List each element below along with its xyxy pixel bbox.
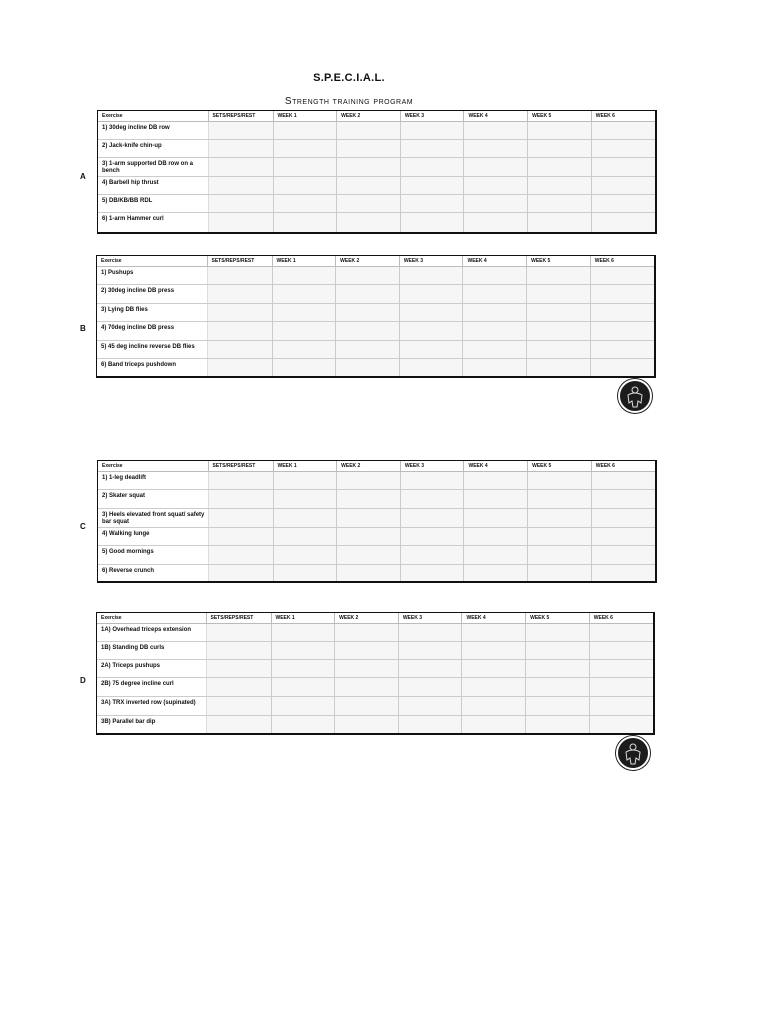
table-row (97, 267, 654, 285)
cell[interactable] (591, 213, 655, 233)
cell[interactable] (590, 304, 654, 322)
exercise-name: 5) Good mornings (98, 546, 208, 565)
cell[interactable] (207, 285, 272, 304)
exercise-name: 3B) Parallel bar dip (97, 716, 206, 735)
cell[interactable] (464, 122, 528, 140)
cell[interactable] (464, 565, 528, 584)
cell[interactable] (336, 341, 400, 359)
cell[interactable] (464, 213, 528, 233)
cell[interactable] (207, 267, 272, 285)
cell[interactable] (208, 509, 273, 528)
cell[interactable] (527, 304, 591, 322)
cell[interactable] (591, 472, 655, 490)
cell[interactable] (526, 660, 590, 678)
cell[interactable] (464, 509, 528, 528)
exercise-name: 2) Skater squat (98, 490, 208, 509)
cell[interactable] (464, 546, 528, 565)
cell[interactable] (273, 565, 337, 584)
exercise-name: 4) Walking lunge (98, 528, 208, 546)
cell[interactable] (208, 546, 273, 565)
cell[interactable] (272, 322, 336, 341)
cell[interactable] (272, 285, 336, 304)
cell[interactable] (208, 195, 273, 213)
cell[interactable] (591, 565, 655, 584)
cell[interactable] (400, 122, 464, 140)
cell[interactable] (589, 642, 653, 660)
cell[interactable] (400, 472, 464, 490)
cell[interactable] (337, 546, 401, 565)
cell[interactable] (528, 195, 592, 213)
exercise-name: 3A) TRX inverted row (supinated) (97, 697, 206, 716)
cell[interactable] (528, 490, 592, 509)
cell[interactable] (208, 213, 273, 233)
col-exercise: Exercise (97, 256, 207, 267)
exercise-name: 1) Pushups (97, 267, 207, 285)
cell[interactable] (589, 660, 653, 678)
cell[interactable] (336, 304, 400, 322)
cell[interactable] (208, 177, 273, 195)
cell[interactable] (591, 195, 655, 213)
exercise-name: 3) Heels elevated front squat/ safety bar squat (98, 509, 208, 528)
cell[interactable] (591, 158, 655, 177)
cell[interactable] (207, 322, 272, 341)
cell[interactable] (463, 322, 527, 341)
table-row (98, 213, 655, 233)
col-week-5: WEEK 5 (528, 461, 592, 472)
program-subtitle: Strength training program (284, 96, 414, 107)
table-row (98, 122, 655, 140)
cell[interactable] (337, 195, 401, 213)
header-row (97, 256, 654, 267)
col-week-6: WEEK 6 (589, 613, 653, 624)
section-c-table (97, 460, 657, 583)
cell[interactable] (464, 158, 528, 177)
cell[interactable] (207, 304, 272, 322)
cell[interactable] (462, 624, 526, 642)
cell[interactable] (337, 490, 401, 509)
cell[interactable] (400, 490, 464, 509)
table-row (97, 359, 654, 378)
exercise-name: 4) Barbell hip thrust (98, 177, 208, 195)
cell[interactable] (591, 490, 655, 509)
cell[interactable] (399, 341, 463, 359)
cell[interactable] (271, 678, 335, 697)
cell[interactable] (399, 322, 463, 341)
cell[interactable] (462, 642, 526, 660)
cell[interactable] (528, 509, 592, 528)
table-row (97, 697, 653, 716)
cell[interactable] (273, 177, 337, 195)
cell[interactable] (464, 472, 528, 490)
cell[interactable] (590, 322, 654, 341)
cell[interactable] (591, 140, 655, 158)
cell[interactable] (398, 697, 462, 716)
cell[interactable] (591, 528, 655, 546)
table-row (98, 490, 655, 509)
cell[interactable] (273, 195, 337, 213)
exercise-name: 1) 30deg incline DB row (98, 122, 208, 140)
cell[interactable] (464, 490, 528, 509)
exercise-name: 1B) Standing DB curls (97, 642, 206, 660)
cell[interactable] (208, 472, 273, 490)
cell[interactable] (398, 642, 462, 660)
section-b-label: B (80, 324, 86, 333)
cell[interactable] (590, 267, 654, 285)
cell[interactable] (206, 716, 271, 735)
table-row (97, 678, 653, 697)
col-exercise: Exercise (98, 111, 208, 122)
cell[interactable] (208, 490, 273, 509)
col-week-4: WEEK 4 (462, 613, 526, 624)
table-row (97, 304, 654, 322)
exercise-name: 4) 70deg incline DB press (97, 322, 207, 341)
cell[interactable] (589, 678, 653, 697)
cell[interactable] (206, 624, 271, 642)
cell[interactable] (528, 546, 592, 565)
cell[interactable] (206, 642, 271, 660)
col-week-6: WEEK 6 (591, 461, 655, 472)
cell[interactable] (206, 678, 271, 697)
cell[interactable] (335, 678, 399, 697)
cell[interactable] (337, 122, 401, 140)
cell[interactable] (400, 528, 464, 546)
col-week-4: WEEK 4 (463, 256, 527, 267)
col-week-5: WEEK 5 (526, 613, 590, 624)
cell[interactable] (527, 285, 591, 304)
cell[interactable] (528, 565, 592, 584)
cell[interactable] (208, 158, 273, 177)
col-week-6: WEEK 6 (590, 256, 654, 267)
cell[interactable] (528, 528, 592, 546)
cell[interactable] (335, 716, 399, 735)
cell[interactable] (399, 285, 463, 304)
cell[interactable] (591, 177, 655, 195)
cell[interactable] (273, 546, 337, 565)
col-week-3: WEEK 3 (400, 111, 464, 122)
table-row (97, 624, 653, 642)
col-sets: SETS/REPS/REST (206, 613, 271, 624)
col-sets: SETS/REPS/REST (208, 111, 273, 122)
cell[interactable] (464, 140, 528, 158)
col-exercise: Exercise (98, 461, 208, 472)
cell[interactable] (528, 177, 592, 195)
table-row (97, 716, 653, 735)
cell[interactable] (273, 122, 337, 140)
cell[interactable] (400, 195, 464, 213)
table-row (98, 528, 655, 546)
section-d-label: D (80, 676, 86, 685)
cell[interactable] (400, 546, 464, 565)
cell[interactable] (589, 716, 653, 735)
cell[interactable] (528, 122, 592, 140)
table-row (97, 642, 653, 660)
col-week-5: WEEK 5 (528, 111, 592, 122)
fitness-figure-logo-icon (616, 736, 650, 770)
cell[interactable] (527, 322, 591, 341)
exercise-name: 6) 1-arm Hammer curl (98, 213, 208, 233)
cell[interactable] (527, 359, 591, 378)
table-row (98, 565, 655, 584)
table-row (97, 322, 654, 341)
exercise-name: 3) Lying DB flies (97, 304, 207, 322)
exercise-name: 2B) 75 degree incline curl (97, 678, 206, 697)
cell[interactable] (271, 624, 335, 642)
cell[interactable] (528, 158, 592, 177)
cell[interactable] (464, 195, 528, 213)
exercise-name: 1A) Overhead triceps extension (97, 624, 206, 642)
cell[interactable] (271, 642, 335, 660)
cell[interactable] (206, 660, 271, 678)
section-a-label: A (80, 172, 86, 181)
cell[interactable] (335, 642, 399, 660)
cell[interactable] (462, 660, 526, 678)
cell[interactable] (526, 678, 590, 697)
col-sets: SETS/REPS/REST (208, 461, 273, 472)
cell[interactable] (207, 359, 272, 378)
header-row (98, 461, 655, 472)
cell[interactable] (271, 716, 335, 735)
cell[interactable] (337, 140, 401, 158)
cell[interactable] (208, 528, 273, 546)
section-b-table (96, 255, 656, 378)
section-c-label: C (80, 522, 86, 531)
cell[interactable] (463, 359, 527, 378)
table-row (97, 660, 653, 678)
cell[interactable] (526, 697, 590, 716)
cell[interactable] (400, 158, 464, 177)
cell[interactable] (273, 158, 337, 177)
col-week-2: WEEK 2 (336, 256, 400, 267)
cell[interactable] (398, 716, 462, 735)
cell[interactable] (400, 565, 464, 584)
cell[interactable] (591, 546, 655, 565)
cell[interactable] (208, 565, 273, 584)
cell[interactable] (399, 304, 463, 322)
section-d-table (96, 612, 655, 735)
header-row (97, 613, 653, 624)
cell[interactable] (526, 716, 590, 735)
table-row (98, 509, 655, 528)
table-row (98, 195, 655, 213)
cell[interactable] (273, 472, 337, 490)
cell[interactable] (400, 509, 464, 528)
cell[interactable] (591, 509, 655, 528)
col-week-6: WEEK 6 (591, 111, 655, 122)
cell[interactable] (208, 122, 273, 140)
table-row (97, 341, 654, 359)
cell[interactable] (337, 472, 401, 490)
cell[interactable] (337, 509, 401, 528)
cell[interactable] (337, 158, 401, 177)
cell[interactable] (272, 359, 336, 378)
cell[interactable] (336, 359, 400, 378)
cell[interactable] (528, 140, 592, 158)
exercise-name: 1) 1-leg deadlift (98, 472, 208, 490)
col-sets: SETS/REPS/REST (207, 256, 272, 267)
cell[interactable] (400, 177, 464, 195)
col-week-1: WEEK 1 (272, 256, 336, 267)
col-week-3: WEEK 3 (399, 256, 463, 267)
cell[interactable] (590, 359, 654, 378)
exercise-name: 6) Reverse crunch (98, 565, 208, 584)
cell[interactable] (527, 267, 591, 285)
cell[interactable] (271, 697, 335, 716)
cell[interactable] (337, 528, 401, 546)
cell[interactable] (589, 624, 653, 642)
col-week-2: WEEK 2 (337, 461, 401, 472)
cell[interactable] (464, 528, 528, 546)
col-week-5: WEEK 5 (527, 256, 591, 267)
col-week-2: WEEK 2 (337, 111, 401, 122)
cell[interactable] (463, 267, 527, 285)
cell[interactable] (590, 341, 654, 359)
exercise-name: 5) 45 deg incline reverse DB flies (97, 341, 207, 359)
col-week-1: WEEK 1 (273, 461, 337, 472)
table-row (98, 140, 655, 158)
table-row (98, 546, 655, 565)
exercise-name: 5) DB/KB/BB RDL (98, 195, 208, 213)
table-row (97, 285, 654, 304)
col-week-3: WEEK 3 (400, 461, 464, 472)
cell[interactable] (400, 213, 464, 233)
exercise-name: 6) Band triceps pushdown (97, 359, 207, 378)
cell[interactable] (462, 678, 526, 697)
cell[interactable] (206, 697, 271, 716)
table-row (98, 158, 655, 177)
cell[interactable] (272, 267, 336, 285)
header-row (98, 111, 655, 122)
col-week-2: WEEK 2 (335, 613, 399, 624)
cell[interactable] (336, 267, 400, 285)
cell[interactable] (335, 624, 399, 642)
cell[interactable] (273, 490, 337, 509)
col-week-4: WEEK 4 (464, 461, 528, 472)
cell[interactable] (399, 359, 463, 378)
cell[interactable] (400, 140, 464, 158)
table-row (98, 177, 655, 195)
cell[interactable] (335, 660, 399, 678)
cell[interactable] (398, 624, 462, 642)
cell[interactable] (273, 528, 337, 546)
cell[interactable] (398, 660, 462, 678)
cell[interactable] (463, 304, 527, 322)
cell[interactable] (272, 341, 336, 359)
cell[interactable] (526, 642, 590, 660)
exercise-name: 2) Jack-knife chin-up (98, 140, 208, 158)
cell[interactable] (272, 304, 336, 322)
exercise-name: 2A) Triceps pushups (97, 660, 206, 678)
fitness-figure-logo-icon (618, 379, 652, 413)
cell[interactable] (462, 697, 526, 716)
cell[interactable] (208, 140, 273, 158)
cell[interactable] (398, 678, 462, 697)
cell[interactable] (273, 509, 337, 528)
exercise-name: 2) 30deg incline DB press (97, 285, 207, 304)
exercise-name: 3) 1-arm supported DB row on a bench (98, 158, 208, 177)
col-week-1: WEEK 1 (273, 111, 337, 122)
cell[interactable] (273, 140, 337, 158)
col-week-1: WEEK 1 (271, 613, 335, 624)
program-title: S.P.E.C.I.A.L. (313, 72, 385, 84)
cell[interactable] (463, 341, 527, 359)
cell[interactable] (336, 322, 400, 341)
col-week-3: WEEK 3 (398, 613, 462, 624)
cell[interactable] (590, 285, 654, 304)
cell[interactable] (526, 624, 590, 642)
col-exercise: Exercise (97, 613, 206, 624)
cell[interactable] (207, 341, 272, 359)
cell[interactable] (527, 341, 591, 359)
cell[interactable] (591, 122, 655, 140)
cell[interactable] (463, 285, 527, 304)
cell[interactable] (337, 177, 401, 195)
cell[interactable] (399, 267, 463, 285)
cell[interactable] (528, 472, 592, 490)
cell[interactable] (464, 177, 528, 195)
cell[interactable] (335, 697, 399, 716)
cell[interactable] (271, 660, 335, 678)
cell[interactable] (589, 697, 653, 716)
section-a-table (97, 110, 657, 234)
col-week-4: WEEK 4 (464, 111, 528, 122)
cell[interactable] (337, 565, 401, 584)
table-row (98, 472, 655, 490)
cell[interactable] (336, 285, 400, 304)
cell[interactable] (528, 213, 592, 233)
cell[interactable] (337, 213, 401, 233)
cell[interactable] (273, 213, 337, 233)
cell[interactable] (462, 716, 526, 735)
